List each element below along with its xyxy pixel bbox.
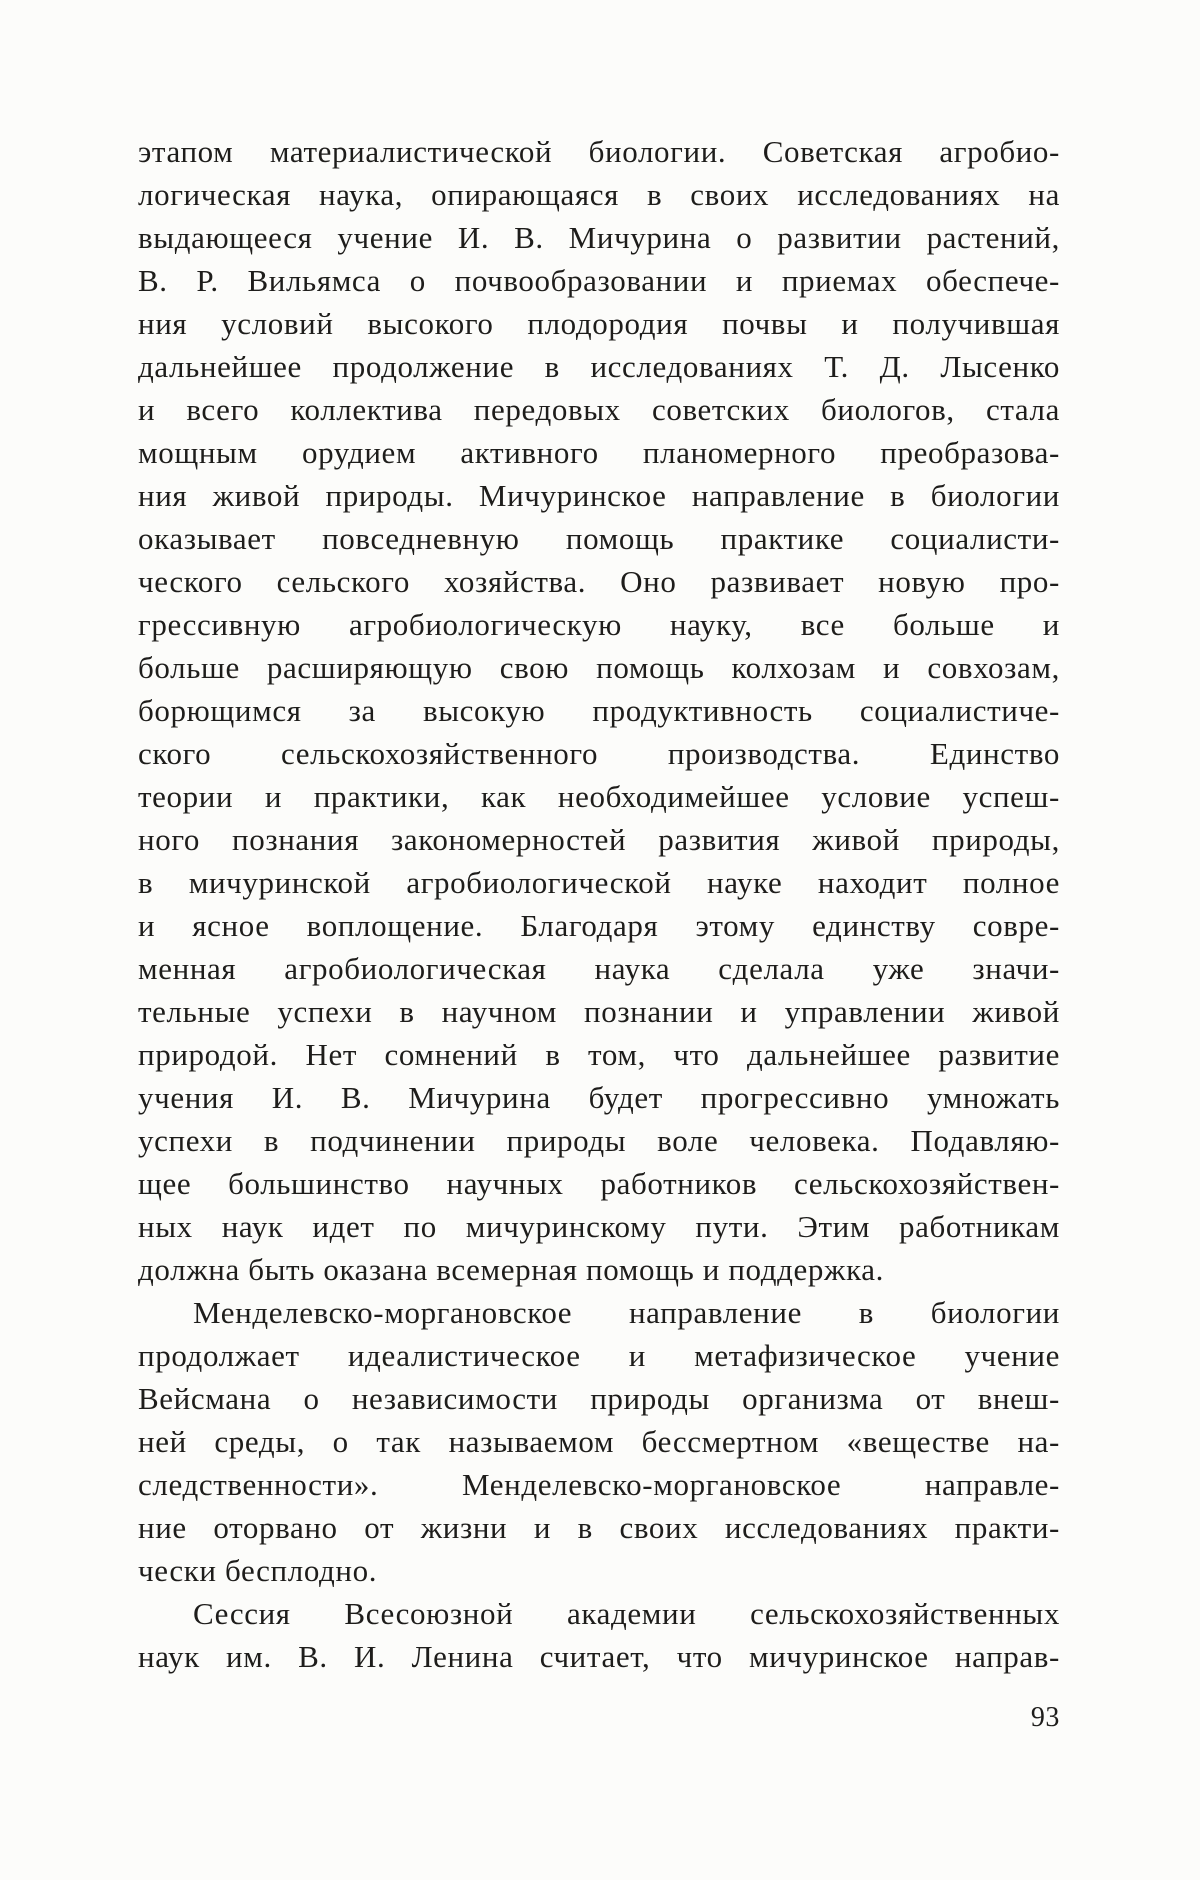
text-line: щее большинство научных работников сельскохозяйствен- [138,1166,1060,1201]
text-line: борющимся за высокую продуктивность социалистиче- [138,693,1060,728]
text-line: ческого сельского хозяйства. Оно развивает новую про- [138,564,1060,599]
text-line: ние оторвано от жизни и в своих исследованиях практи- [138,1510,1060,1545]
text-line: Сессия Всесоюзной академии сельскохозяйственных [193,1596,1060,1631]
text-line: чески бесплодно. [138,1553,378,1588]
text-line: учения И. В. Мичурина будет прогрессивно умножать [138,1080,1060,1115]
text-line: в мичуринской агробиологической науке находит полное [138,865,1060,900]
text-line: Менделевско-моргановское направление в биологии [193,1295,1060,1330]
text-line: должна быть оказана всемерная помощь и поддержка. [138,1252,885,1287]
text-line: наук им. В. И. Ленина считает, что мичуринское направ- [138,1639,1060,1674]
text-line: В. Р. Вильямса о почвообразовании и приемах обеспече- [138,263,1060,298]
text-line: и всего коллектива передовых советских биологов, стала [138,392,1060,427]
text-line: оказывает повседневную помощь практике социалисти- [138,521,1060,556]
text-line: мощным орудием активного планомерного преобразова- [138,435,1060,470]
page-number: 93 [1030,1702,1060,1733]
text-line: дальнейшее продолжение в исследованиях Т. Д. Лысенко [138,349,1060,384]
text-line: Вейсмана о независимости природы организма от внеш- [138,1381,1060,1416]
text-line: продолжает идеалистическое и метафизическое учение [138,1338,1060,1373]
text-line: ния живой природы. Мичуринское направление в биологии [138,478,1060,513]
text-line: ского сельскохозяйственного производства. Единство [138,736,1060,771]
text-line: и ясное воплощение. Благодаря этому единству совре- [138,908,1060,943]
text-line: грессивную агробиологическую науку, все больше и [138,607,1060,642]
text-line: следственности». Менделевско-моргановское направле- [138,1467,1060,1502]
text-line: теории и практики, как необходимейшее условие успеш- [138,779,1060,814]
text-line: ных наук идет по мичуринскому пути. Этим работникам [138,1209,1060,1244]
text-line: менная агробиологическая наука сделала уже значи- [138,951,1060,986]
text-line: больше расширяющую свою помощь колхозам и совхозам, [138,650,1060,685]
text-line: тельные успехи в научном познании и управлении живой [138,994,1060,1029]
text-line: логическая наука, опирающаяся в своих исследованиях на [138,177,1060,212]
text-line: ней среды, о так называемом бессмертном «веществе на- [138,1424,1060,1459]
text-line: выдающееся учение И. В. Мичурина о развитии растений, [138,220,1060,255]
text-block [138,130,1060,1678]
text-line: ного познания закономерностей развития живой природы, [138,822,1060,857]
text-line: природой. Нет сомнений в том, что дальнейшее развитие [138,1037,1060,1072]
text-line: этапом материалистической биологии. Советская агробио- [138,134,1060,169]
text-line: ния условий высокого плодородия почвы и получившая [138,306,1060,341]
text-line: успехи в подчинении природы воле человека. Подавляю- [138,1123,1060,1158]
